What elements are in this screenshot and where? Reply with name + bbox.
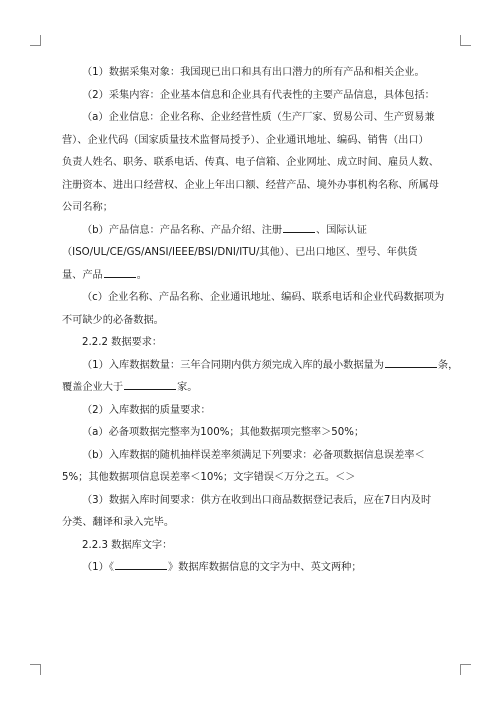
product-info-line-1 [62, 220, 442, 243]
data-quantity-text-b: 条， [437, 359, 459, 371]
crop-mark-bottom-left [30, 664, 41, 675]
data-quantity-text-d: 家。 [177, 382, 198, 393]
database-language-text-b: 》数据库数据信息的文字为中、英文两种； [167, 562, 362, 573]
document-body [62, 62, 459, 580]
enterprise-info-line-4: 注册资本、进出口经营权、企业上年出口额、经营产品、境外办事机构名称、所属母 [62, 179, 439, 191]
error-rate-line-1: （b）入库数据的随机抽样误差率须满足下列要求：必备项数据信息误差率＜ [82, 449, 425, 461]
completeness-rate-line: （a）必备项数据完整率为100%；其他数据项完整率＞50%； [82, 427, 365, 438]
crop-mark-top-right [460, 35, 471, 46]
enterprise-info-line-1: （a）企业信息：企业名称、企业经营性质（生产厂家、贸易公司、生产贸易兼 [82, 112, 435, 123]
data-quantity-text-a: （1）入库数据数量：三年合同期内供方须完成入库的最小数据量为 [82, 359, 384, 371]
enterprise-info-line-5: 公司名称； [62, 202, 113, 213]
product-info-text-d: 。 [136, 269, 147, 281]
product-blank [104, 268, 136, 278]
product-info-line-3 [62, 265, 442, 288]
section-2-2-2-heading: 2.2.2 数据要求： [82, 337, 163, 348]
collection-target-line: （1）数据采集对象：我国现已出口和具有出口潜力的所有产品和相关企业。 [82, 67, 425, 78]
data-quantity-line-2 [62, 377, 442, 400]
database-language-line [62, 557, 442, 580]
product-info-text-a: （b）产品信息：产品名称、产品介绍、注册 [82, 224, 283, 236]
database-language-text-a: （1）《 [82, 562, 114, 573]
enterprise-info-line-3: 负责人姓名、职务、联系电话、传真、电子信箱、企业网址、成立时间、雇员人数、 [62, 157, 439, 168]
enterprise-info-line-2: 营）、企业代码（国家质量技术监督局授予）、企业通讯地址、编码、销售（出口） [62, 134, 429, 146]
product-info-text-b: 、国际认证 [316, 224, 367, 236]
product-info-line-2: （ISO/UL/CE/GS/ANSI/IEEE/BSI/DNI/ITU/其他）、已出口地区、型号、年供货 [62, 247, 418, 258]
required-fields-line-1: （c）企业名称、产品名称、企业通讯地址、编码、联系电话和企业代码数据项为 [82, 292, 445, 303]
record-count-blank [385, 358, 437, 368]
section-2-2-3-heading: 2.2.3 数据库文字： [82, 539, 173, 551]
quality-requirements-line: （2）入库数据的质量要求： [82, 404, 211, 416]
data-quantity-text-c: 覆盖企业大于 [62, 382, 124, 393]
database-name-blank [115, 560, 167, 570]
entry-time-line-1: （3）数据入库时间要求：供方在收到出口商品数据登记表后，应在7日内及时 [82, 494, 432, 506]
enterprise-count-blank [124, 380, 176, 390]
entry-time-line-2: 分类、翻译和录入完毕。 [62, 517, 175, 528]
data-quantity-line-1 [62, 355, 459, 378]
product-info-text-c: 量、产品 [62, 269, 103, 281]
crop-mark-bottom-right [460, 664, 471, 675]
error-rate-line-2: 5%；其他数据项信息误差率＜10%；文字错误＜万分之五。＜＞ [62, 472, 356, 483]
registration-blank [283, 223, 315, 233]
crop-mark-top-left [30, 35, 41, 46]
collection-content-line: （2）采集内容：企业基本信息和企业具有代表性的主要产品信息，具体包括： [82, 89, 435, 101]
required-fields-line-2: 不可缺少的必备数据。 [62, 314, 164, 326]
